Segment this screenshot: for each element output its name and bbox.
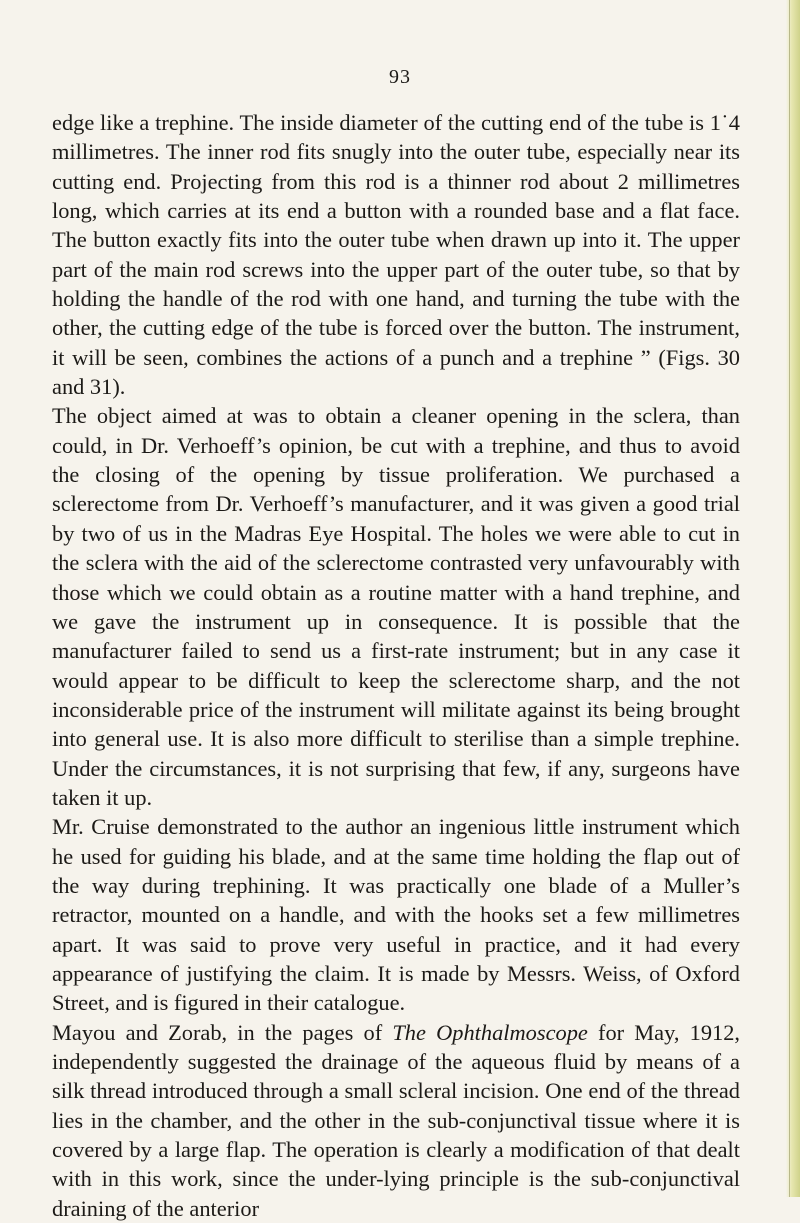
paragraph-4-lead: Mayou and Zorab, in the pages of: [52, 1019, 393, 1045]
paragraph-4: [52, 1018, 740, 1223]
journal-title: The Ophthalmoscope: [392, 1019, 588, 1045]
page-number: 93: [389, 66, 411, 88]
paragraph-3: Mr. Cruise demonstrated to the author an ingenious little instrument which he used for guiding his blade, and at the same time holding the flap out of the way during trephining. It was practically one blade of a Muller’s retractor, mounted on a handle, and with the hooks set a few millimetres apart. It was said to prove very useful in practice, and it had every appearance of justifying the claim. It is made by Messrs. Weiss, of Oxford Street, and is figured in their catalogue.: [52, 814, 740, 1016]
paragraph-1: edge like a trephine. The inside diameter of the cutting end of the tube is 1˙4 millimetres. The inner rod fits snugly into the outer tube, especially near its cutting end. Projecting from this rod is a thinner rod about 2 millimetres long, which carries at its end a button with a rounded base and a flat face. The button exactly fits into the outer tube when drawn up into it. The upper part of the main rod screws into the upper part of the outer tube, so that by holding the handle of the rod with one hand, and turning the tube with the other, the cutting edge of the tube is forced over the button. The instrument, it will be seen, combines the actions of a punch and a trephine ” (Figs. 30 and 31).: [52, 110, 740, 400]
page-binding-line: [789, 0, 790, 1197]
paragraph-4-rest: for May, 1912, independently suggested the drainage of the aqueous fluid by means of a silk thread introduced through a small scleral incision. One end of the thread lies in the chamber, and the other in the sub-conjunctival tissue where it is covered by a large flap. The operation is clearly a modification of that dealt with in this work, since the under-lying principle is the sub-conjunctival draining of the anterior: [52, 1019, 740, 1221]
body-text: [52, 108, 740, 1223]
paragraph-2: The object aimed at was to obtain a cleaner opening in the sclera, than could, in Dr. Verhoeff’s opinion, be cut with a trephine, and thus to avoid the closing of the opening by tissue proliferation. We purchased a sclerectome from Dr. Verhoeff’s manufacturer, and it was given a good trial by two of us in the Madras Eye Hospital. The holes we were able to cut in the sclera with the aid of the sclerectome contrasted very unfavourably with those which we could obtain as a routine matter with a hand trephine, and we gave the instrument up in consequence. It is possible that the manufacturer failed to send us a first-rate instrument; but in any case it would appear to be difficult to keep the sclerectome sharp, and the not inconsiderable price of the instrument will militate against its being brought into general use. It is also more difficult to sterilise than a simple trephine. Under the circumstances, it is not surprising that few, if any, surgeons have taken it up.: [52, 403, 740, 810]
